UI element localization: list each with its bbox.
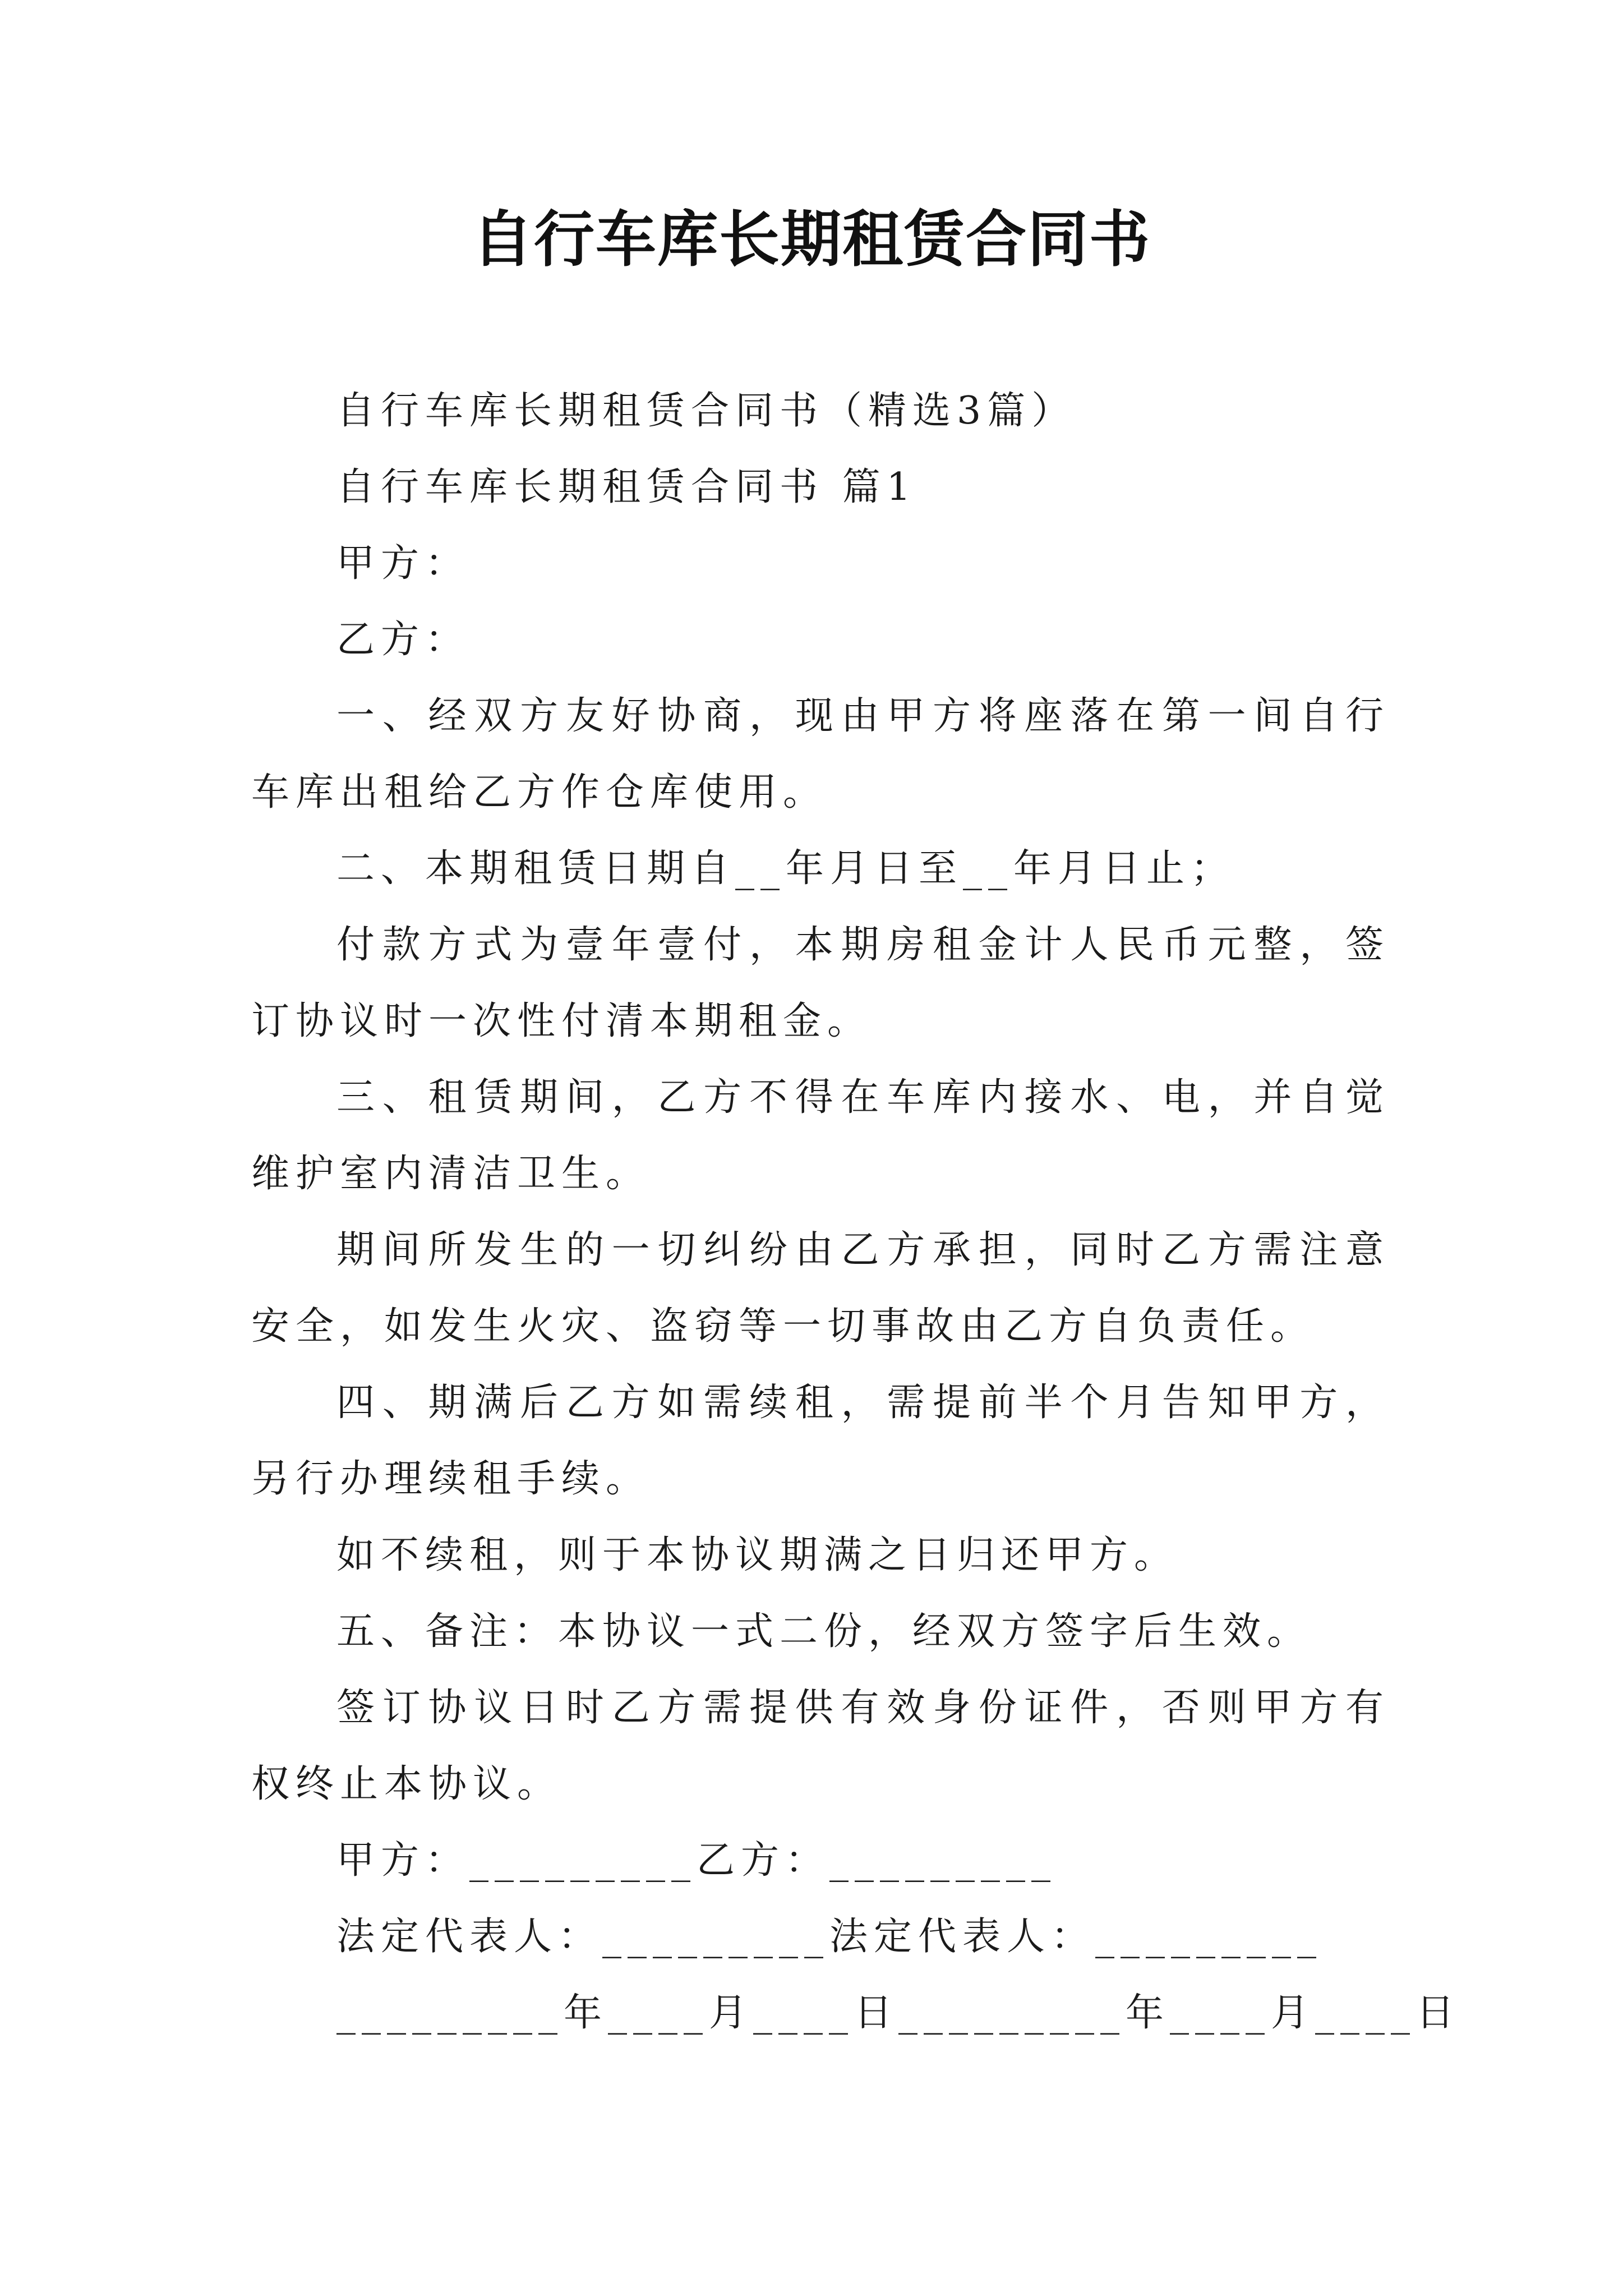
document-title: 自行车库长期租赁合同书 (472, 204, 1151, 275)
party-b-label: 乙方： (336, 618, 470, 662)
section-heading: 自行车库长期租赁合同书 篇1 (336, 465, 917, 509)
subtitle-selected: 自行车库长期租赁合同书（精选3篇） (336, 389, 1076, 433)
liability-paragraph: 期间所发生的一切纠纷由乙方承担，同时乙方需注意安全，如发生火灾、盗窃等一切事故由乙方自负责任。 (251, 1228, 1390, 1349)
no-renewal-paragraph: 如不续租，则于本协议期满之日归还甲方。 (336, 1533, 1179, 1577)
party-a-label: 甲方： (336, 541, 470, 586)
clause-4: 四、期满后乙方如需续租，需提前半个月告知甲方，另行办理续租手续。 (251, 1381, 1390, 1501)
clause-5: 五、备注：本协议一式二份，经双方签字后生效。 (336, 1609, 1312, 1654)
id-requirement-paragraph: 签订协议日时乙方需提供有效身份证件，否则甲方有权终止本协议。 (251, 1686, 1390, 1806)
clause-3: 三、租赁期间，乙方不得在车库内接水、电，并自觉维护室内清洁卫生。 (251, 1075, 1390, 1196)
payment-terms: 付款方式为壹年壹付，本期房租金计人民币元整，签订协议时一次性付清本期租金。 (251, 923, 1390, 1043)
signature-representatives-line: 法定代表人：_________法定代表人：_________ (336, 1915, 1323, 1959)
document-body (251, 373, 1461, 2051)
signature-parties-line: 甲方：_________乙方：_________ (336, 1838, 1057, 1883)
clause-1: 一、经双方友好协商，现由甲方将座落在第一间自行车库出租给乙方作仓库使用。 (251, 694, 1390, 815)
clause-2: 二、本期租赁日期自__年月日至__年月日止； (336, 846, 1235, 891)
signature-date-line: _________年____月____日_________年____月____日 (336, 1991, 1461, 2035)
